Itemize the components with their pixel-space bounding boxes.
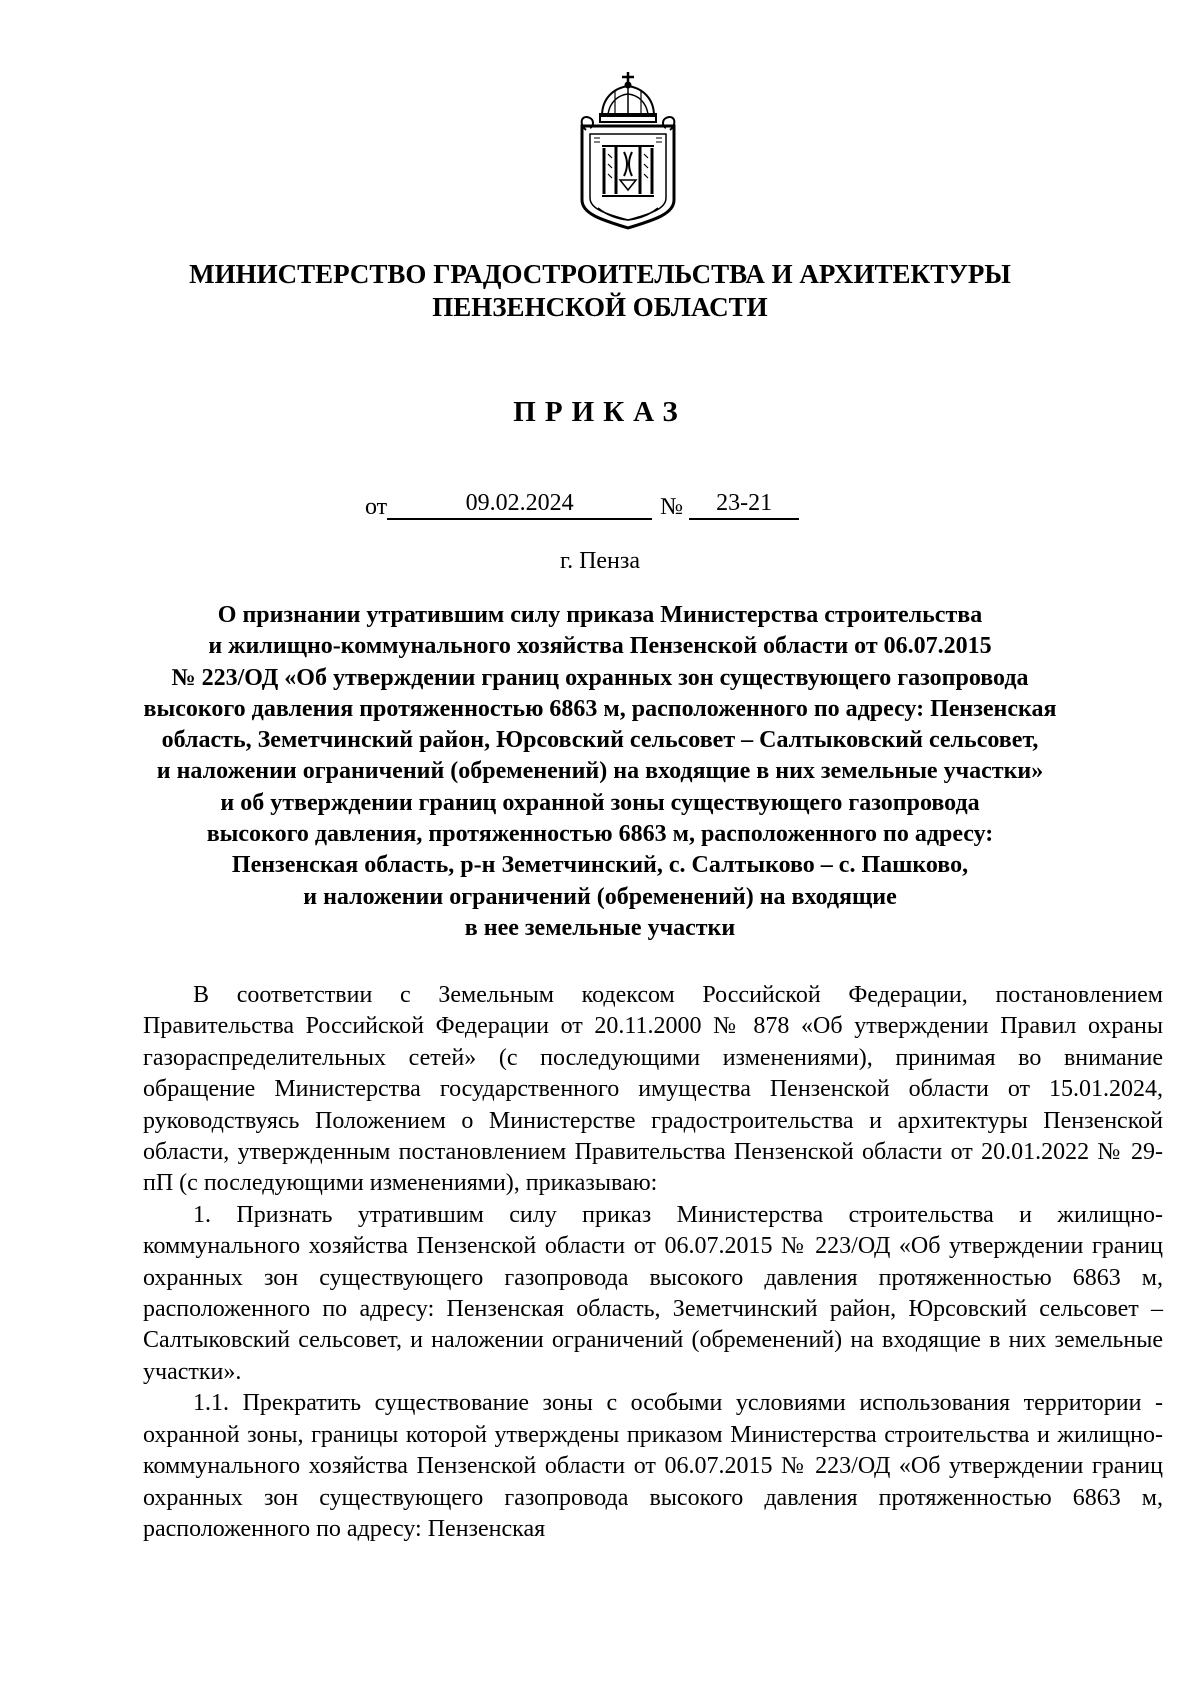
title-line: высокого давления, протяженностью 6863 м, расположенного по адресу:: [206, 821, 994, 848]
title-line: в нее земельные участки: [464, 914, 736, 941]
title-line: и наложении ограничений (обременений) на входящие в них земельные участки»: [156, 758, 1044, 785]
order-heading: ПРИКАЗ: [513, 396, 687, 428]
title-line: область, Земетчинский район, Юрсовский сельсовет – Салтыковский сельсовет,: [161, 727, 1039, 754]
order-body: [143, 980, 1163, 1545]
title-line: № 223/ОД «Об утверждении границ охранных зон существующего газопровода: [171, 664, 1029, 691]
ministry-name: [100, 258, 1100, 324]
order-title: [100, 600, 1100, 944]
item-1-1-paragraph: 1.1. Прекратить существование зоны с особыми условиями использования территории - охранной зоны, границы которой утверждены приказом Министерства строительства и жилищно-коммунального хозяйства Пензенской области от 06.07.2015 № 223/ОД «Об утверждении границ охранных зон существующего газопровода высокого давления протяженностью 6863 м, расположенного по адресу: Пензенская: [143, 1390, 1163, 1542]
date-number-line: [365, 490, 799, 524]
ministry-name-line-1: МИНИСТЕРСТВО ГРАДОСТРОИТЕЛЬСТВА И АРХИТЕКТУРЫ: [189, 259, 1011, 289]
number-label: №: [660, 494, 684, 520]
title-line: О признании утратившим силу приказа Министерства строительства: [217, 602, 983, 628]
ministry-name-line-2: ПЕНЗЕНСКОЙ ОБЛАСТИ: [432, 292, 768, 322]
preamble-paragraph: В соответствии с Земельным кодексом Российской Федерации, постановлением Правительства Российской Федерации от 20.11.2000 № 878 «Об утверждении Правил охраны газораспределительных сетей» (с последующими изменениями), принимая во внимание обращение Министерства государственного имущества Пензенской области от 15.01.2024, руководствуясь Положением о Министерстве градостроительства и архитектуры Пензенской области, утвержденным постановлением Правительства Пензенской области от 20.01.2022 № 29-пП (с последующими изменениями), приказываю:: [143, 982, 1163, 1197]
title-line: и наложении ограничений (обременений) на входящие: [303, 883, 897, 910]
order-date: 09.02.2024: [387, 490, 652, 520]
title-line: и жилищно-коммунального хозяйства Пензенской области от 06.07.2015: [208, 633, 992, 660]
coat-of-arms-emblem: [568, 68, 688, 231]
title-line: Пензенская область, р-н Земетчинский, с. Салтыково – с. Пашково,: [231, 852, 969, 879]
city-name: г. Пенза: [559, 548, 641, 574]
item-1-paragraph: 1. Признать утратившим силу приказ Министерства строительства и жилищно-коммунального хозяйства Пензенской области от 06.07.2015 № 223/ОД «Об утверждении границ охранных зон существующего газопровода высокого давления протяженностью 6863 м, расположенного по адресу: Пензенская область, Земетчинский район, Юрсовский сельсовет – Салтыковский сельсовет, и наложении ограничений (обременений) на входящие в них земельные участки».: [143, 1201, 1163, 1385]
order-number: 23-21: [689, 490, 799, 520]
date-label: от: [365, 494, 388, 520]
title-line: высокого давления протяженностью 6863 м, расположенного по адресу: Пензенская: [143, 695, 1057, 722]
title-line: и об утверждении границ охранной зоны существующего газопровода: [220, 789, 980, 816]
